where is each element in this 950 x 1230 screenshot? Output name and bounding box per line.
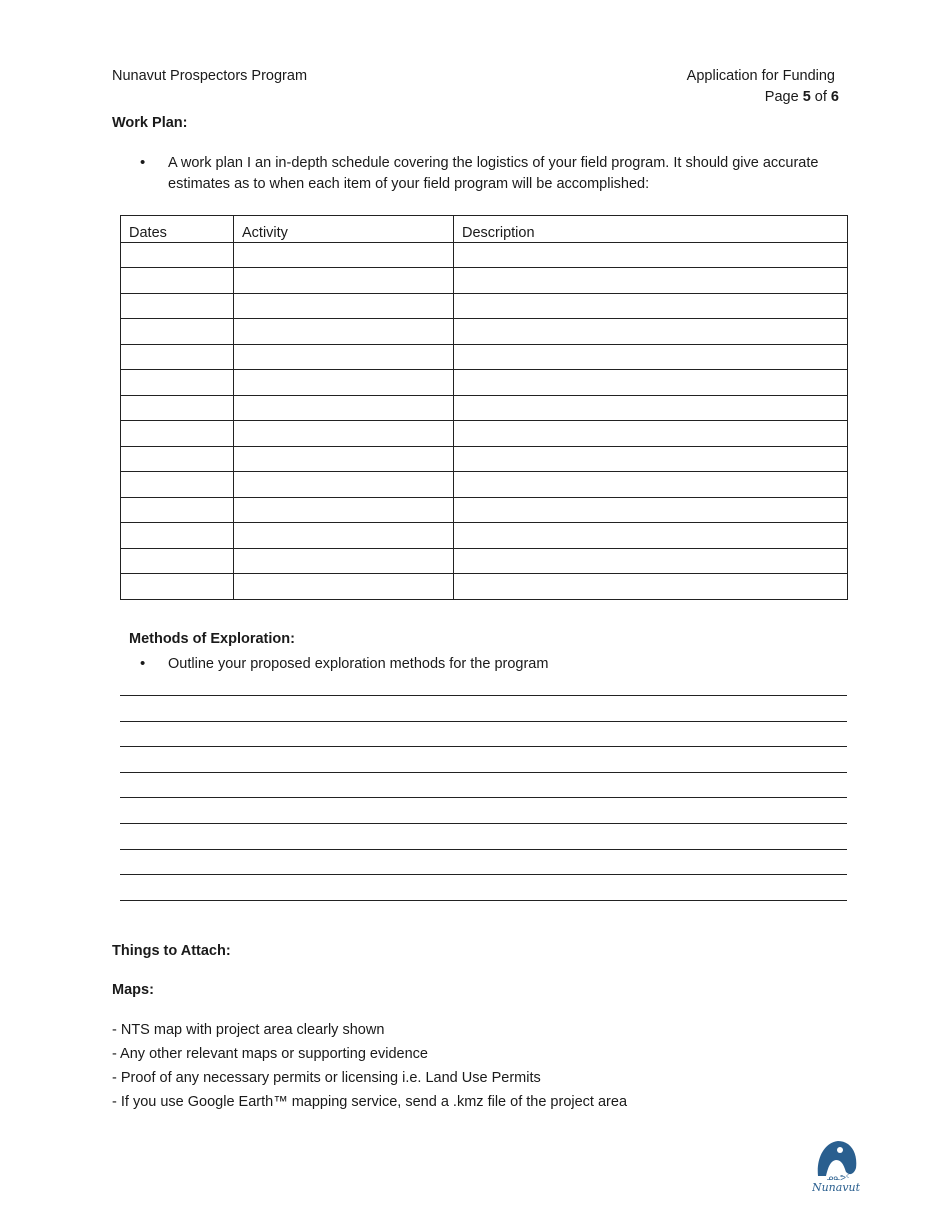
table-header-row xyxy=(121,216,848,243)
table-cell-dates[interactable] xyxy=(121,574,234,600)
table-row xyxy=(121,446,848,472)
table-cell-dates[interactable] xyxy=(121,319,234,345)
table-cell-description[interactable] xyxy=(454,421,848,447)
logo-wordmark: Nunavut xyxy=(812,1181,860,1194)
table-cell-description[interactable] xyxy=(454,242,848,268)
writing-line[interactable] xyxy=(120,823,847,824)
work-plan-instructions: A work plan I an in-depth schedule covering the logistics of your field program. It should give accurate estimates as to when each item of your field program will be accomplished: xyxy=(168,155,819,192)
header-program-name: Nunavut Prospectors Program xyxy=(112,68,308,84)
logo-emblem xyxy=(818,1141,857,1176)
table-cell-dates[interactable] xyxy=(121,370,234,396)
table-cell-dates[interactable] xyxy=(121,293,234,319)
table-row xyxy=(121,574,848,600)
table-row xyxy=(121,497,848,523)
table-cell-activity[interactable] xyxy=(234,523,454,549)
table-row xyxy=(121,523,848,549)
table-row xyxy=(121,395,848,421)
table-cell-activity[interactable] xyxy=(234,446,454,472)
column-header-dates: Dates xyxy=(121,216,234,243)
bullet-icon: • xyxy=(140,154,146,171)
table-cell-dates[interactable] xyxy=(121,497,234,523)
table-cell-description[interactable] xyxy=(454,370,848,396)
table-cell-dates[interactable] xyxy=(121,268,234,294)
logo-syllabics: ᓄᓇᕗᑦ xyxy=(826,1173,850,1182)
table-cell-activity[interactable] xyxy=(234,370,454,396)
table-row xyxy=(121,548,848,574)
table-cell-description[interactable] xyxy=(454,446,848,472)
table-row xyxy=(121,472,848,498)
page-number xyxy=(765,87,839,107)
writing-line[interactable] xyxy=(120,797,847,798)
table-cell-activity[interactable] xyxy=(234,497,454,523)
work-plan-heading: Work Plan: xyxy=(112,115,188,131)
table-cell-description[interactable] xyxy=(454,548,848,574)
table-cell-activity[interactable] xyxy=(234,268,454,294)
table-cell-dates[interactable] xyxy=(121,523,234,549)
table-cell-activity[interactable] xyxy=(234,421,454,447)
work-plan-table-body xyxy=(121,242,848,599)
table-row xyxy=(121,319,848,345)
writing-line[interactable] xyxy=(120,721,847,722)
table-row xyxy=(121,242,848,268)
table-row xyxy=(121,268,848,294)
nunavut-logo-icon xyxy=(812,1136,860,1194)
table-cell-dates[interactable] xyxy=(121,421,234,447)
logo-star xyxy=(837,1147,843,1153)
table-cell-description[interactable] xyxy=(454,319,848,345)
attach-item: - If you use Google Earth™ mapping service, send a .kmz file of the project area xyxy=(112,1094,628,1110)
bullet-icon: • xyxy=(140,655,146,672)
table-cell-activity[interactable] xyxy=(234,293,454,319)
header-form-title: Application for Funding xyxy=(686,68,835,84)
writing-line[interactable] xyxy=(120,772,847,773)
column-header-description: Description xyxy=(454,216,848,243)
table-cell-dates[interactable] xyxy=(121,344,234,370)
table-row xyxy=(121,370,848,396)
table-cell-description[interactable] xyxy=(454,574,848,600)
page-current: 5 xyxy=(802,89,811,105)
table-cell-description[interactable] xyxy=(454,523,848,549)
table-cell-activity[interactable] xyxy=(234,574,454,600)
attach-heading: Things to Attach: xyxy=(112,943,231,959)
writing-line[interactable] xyxy=(120,695,847,696)
page-of-label: of xyxy=(814,89,827,105)
table-cell-description[interactable] xyxy=(454,344,848,370)
table-cell-dates[interactable] xyxy=(121,395,234,421)
table-cell-dates[interactable] xyxy=(121,446,234,472)
table-row xyxy=(121,421,848,447)
methods-heading: Methods of Exploration: xyxy=(129,631,295,647)
writing-line[interactable] xyxy=(120,849,847,850)
writing-line[interactable] xyxy=(120,874,847,875)
table-cell-dates[interactable] xyxy=(121,548,234,574)
page-total: 6 xyxy=(830,89,839,105)
maps-heading: Maps: xyxy=(112,982,154,998)
attach-item: - Any other relevant maps or supporting evidence xyxy=(112,1046,428,1062)
writing-line[interactable] xyxy=(120,746,847,747)
table-cell-activity[interactable] xyxy=(234,395,454,421)
column-header-activity: Activity xyxy=(234,216,454,243)
page-label: Page xyxy=(764,89,799,105)
table-cell-activity[interactable] xyxy=(234,242,454,268)
attach-item: - Proof of any necessary permits or licensing i.e. Land Use Permits xyxy=(112,1070,541,1086)
writing-line[interactable] xyxy=(120,900,847,901)
table-cell-description[interactable] xyxy=(454,472,848,498)
table-cell-dates[interactable] xyxy=(121,472,234,498)
table-cell-dates[interactable] xyxy=(121,242,234,268)
table-cell-activity[interactable] xyxy=(234,344,454,370)
table-cell-activity[interactable] xyxy=(234,548,454,574)
table-cell-description[interactable] xyxy=(454,293,848,319)
work-plan-table xyxy=(120,215,848,600)
table-row xyxy=(121,344,848,370)
table-cell-activity[interactable] xyxy=(234,319,454,345)
methods-instructions: Outline your proposed exploration methods for the program xyxy=(168,656,549,672)
table-row xyxy=(121,293,848,319)
table-cell-description[interactable] xyxy=(454,497,848,523)
attach-item: - NTS map with project area clearly shown xyxy=(112,1022,385,1038)
table-cell-description[interactable] xyxy=(454,395,848,421)
table-cell-activity[interactable] xyxy=(234,472,454,498)
table-cell-description[interactable] xyxy=(454,268,848,294)
